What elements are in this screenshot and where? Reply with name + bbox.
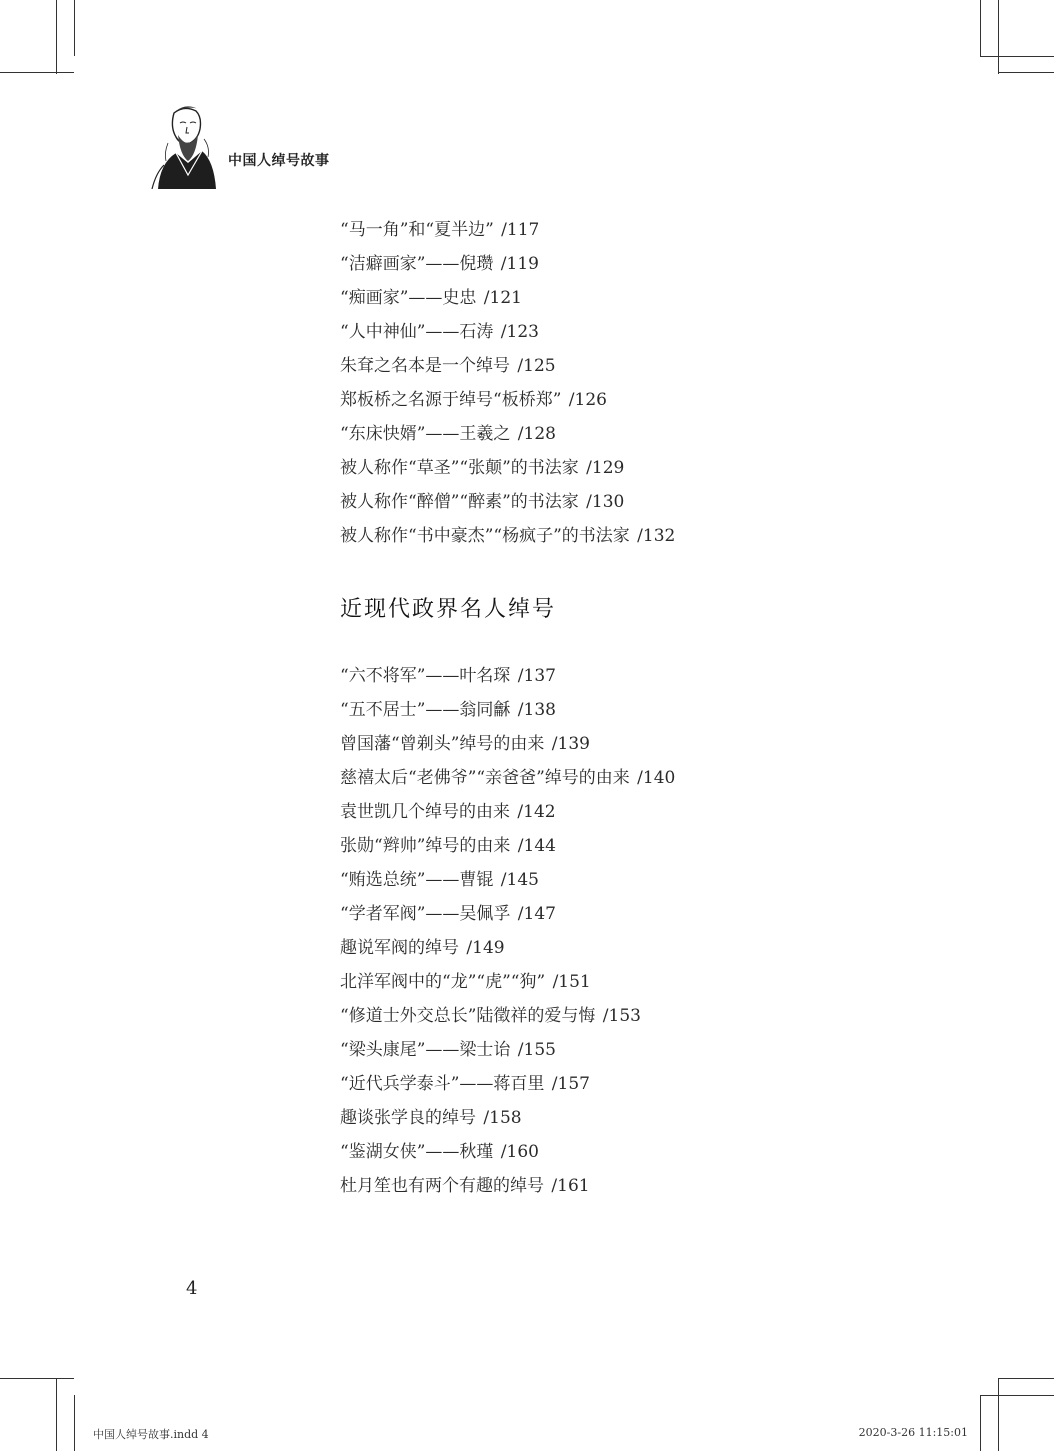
page-number: 4 bbox=[186, 1278, 198, 1299]
portrait-illustration bbox=[150, 103, 218, 189]
toc-entry bbox=[340, 863, 940, 897]
toc-entry-title: 趣谈张学良的绰号 bbox=[340, 1108, 476, 1128]
toc-entry-page: /137 bbox=[517, 666, 556, 686]
toc-entry-page: /129 bbox=[586, 458, 625, 478]
toc-entry-page: /157 bbox=[551, 1074, 590, 1094]
toc-entry-title: “鉴湖女侠”——秋瑾 bbox=[340, 1142, 494, 1162]
toc-entry-page: /121 bbox=[483, 288, 522, 308]
crop-mark bbox=[0, 1378, 74, 1379]
toc-entry-page: /155 bbox=[517, 1040, 556, 1060]
toc-entry bbox=[340, 315, 940, 349]
toc-entry-page: /123 bbox=[500, 322, 539, 342]
toc-entry-page: /117 bbox=[501, 220, 540, 240]
toc-entry bbox=[340, 281, 940, 315]
toc-entry-page: /128 bbox=[517, 424, 556, 444]
crop-mark bbox=[998, 0, 999, 74]
toc-entry-page: /119 bbox=[500, 254, 539, 274]
toc-entry-title: “人中神仙”——石涛 bbox=[340, 322, 494, 342]
toc-entry bbox=[340, 761, 940, 795]
toc-entry bbox=[340, 1169, 940, 1203]
toc-entry bbox=[340, 829, 940, 863]
toc-entry-page: /158 bbox=[483, 1108, 522, 1128]
toc-entry-page: /140 bbox=[637, 768, 676, 788]
toc-entry-title: 张勋“辫帅”绰号的由来 bbox=[340, 836, 511, 856]
toc-entry-page: /142 bbox=[517, 802, 556, 822]
toc-entry bbox=[340, 727, 940, 761]
toc-entry bbox=[340, 519, 940, 553]
toc-entry-title: “修道士外交总长”陆徵祥的爱与悔 bbox=[340, 1006, 596, 1026]
crop-mark bbox=[980, 1395, 1054, 1396]
toc-entry-title: “马一角”和“夏半边” bbox=[340, 220, 494, 240]
toc-entry bbox=[340, 1135, 940, 1169]
toc-entry-title: “东床快婿”——王羲之 bbox=[340, 424, 511, 444]
toc-entry-page: /132 bbox=[637, 526, 676, 546]
toc-entry-title: 被人称作“醉僧”“醉素”的书法家 bbox=[340, 492, 579, 512]
toc-entry-title: 被人称作“书中豪杰”“杨疯子”的书法家 bbox=[340, 526, 630, 546]
crop-mark bbox=[56, 0, 57, 74]
crop-mark bbox=[74, 0, 75, 56]
toc-entry bbox=[340, 349, 940, 383]
toc-entry-title: “洁癖画家”——倪瓒 bbox=[340, 254, 494, 274]
toc-entry bbox=[340, 659, 940, 693]
toc-entry bbox=[340, 931, 940, 965]
toc-entry bbox=[340, 965, 940, 999]
toc-entry-title: “学者军阀”——吴佩孚 bbox=[340, 904, 511, 924]
toc-entry bbox=[340, 693, 940, 727]
toc-entry bbox=[340, 485, 940, 519]
toc-list-part1 bbox=[340, 213, 940, 553]
toc-entry-title: 袁世凯几个绰号的由来 bbox=[340, 802, 510, 822]
toc-entry bbox=[340, 1101, 940, 1135]
toc-entry-page: /151 bbox=[552, 972, 591, 992]
slug-filename: 中国人绰号故事.indd 4 bbox=[93, 1428, 209, 1441]
toc-entry bbox=[340, 897, 940, 931]
toc-entry bbox=[340, 999, 940, 1033]
toc-entry-page: /145 bbox=[500, 870, 539, 890]
toc-entry-title: 慈禧太后“老佛爷”“亲爸爸”绰号的由来 bbox=[340, 768, 630, 788]
toc-entry bbox=[340, 1067, 940, 1101]
crop-mark bbox=[980, 0, 981, 56]
toc-entry bbox=[340, 417, 940, 451]
crop-mark bbox=[980, 1395, 981, 1451]
crop-mark bbox=[998, 1378, 1054, 1379]
crop-mark bbox=[980, 56, 1054, 57]
toc-entry-page: /147 bbox=[517, 904, 556, 924]
toc-entry bbox=[340, 451, 940, 485]
crop-mark bbox=[998, 1378, 999, 1451]
slug-timestamp: 2020-3-26 11:15:01 bbox=[858, 1426, 968, 1439]
toc-entry-title: 朱耷之名本是一个绰号 bbox=[340, 356, 510, 376]
toc-entry-title: “六不将军”——叶名琛 bbox=[340, 666, 511, 686]
toc-entry-title: 郑板桥之名源于绰号“板桥郑” bbox=[340, 390, 562, 410]
toc-entry bbox=[340, 795, 940, 829]
toc-entry-page: /144 bbox=[517, 836, 556, 856]
toc-entry bbox=[340, 383, 940, 417]
toc-entry-page: /149 bbox=[466, 938, 505, 958]
toc-entry bbox=[340, 1033, 940, 1067]
crop-mark bbox=[0, 72, 74, 73]
toc-entry-title: “五不居士”——翁同龢 bbox=[340, 700, 511, 720]
toc-entry-page: /130 bbox=[586, 492, 625, 512]
toc-entry-title: “痴画家”——史忠 bbox=[340, 288, 477, 308]
crop-mark bbox=[998, 72, 1054, 73]
toc-entry-page: /153 bbox=[602, 1006, 641, 1026]
section-heading: 近现代政界名人绰号 bbox=[340, 597, 557, 622]
running-header-title: 中国人绰号故事 bbox=[228, 153, 330, 169]
toc-entry-page: /126 bbox=[568, 390, 607, 410]
toc-entry-title: “梁头康尾”——梁士诒 bbox=[340, 1040, 511, 1060]
toc-entry-page: /125 bbox=[517, 356, 556, 376]
toc-entry-title: 曾国藩“曾剃头”绰号的由来 bbox=[340, 734, 545, 754]
toc-entry-title: “近代兵学泰斗”——蒋百里 bbox=[340, 1074, 545, 1094]
toc-entry-title: “贿选总统”——曹锟 bbox=[340, 870, 494, 890]
toc-entry-title: 杜月笙也有两个有趣的绰号 bbox=[340, 1176, 544, 1196]
toc-entry-title: 北洋军阀中的“龙”“虎”“狗” bbox=[340, 972, 546, 992]
toc-entry bbox=[340, 213, 940, 247]
toc-entry bbox=[340, 247, 940, 281]
toc-entry-title: 被人称作“草圣”“张颠”的书法家 bbox=[340, 458, 579, 478]
toc-entry-page: /160 bbox=[500, 1142, 539, 1162]
crop-mark bbox=[56, 1378, 57, 1451]
toc-entry-page: /138 bbox=[517, 700, 556, 720]
toc-list-part2 bbox=[340, 659, 940, 1203]
toc-entry-page: /139 bbox=[551, 734, 590, 754]
crop-mark bbox=[74, 1395, 75, 1451]
toc-entry-title: 趣说军阀的绰号 bbox=[340, 938, 459, 958]
toc-entry-page: /161 bbox=[551, 1176, 590, 1196]
